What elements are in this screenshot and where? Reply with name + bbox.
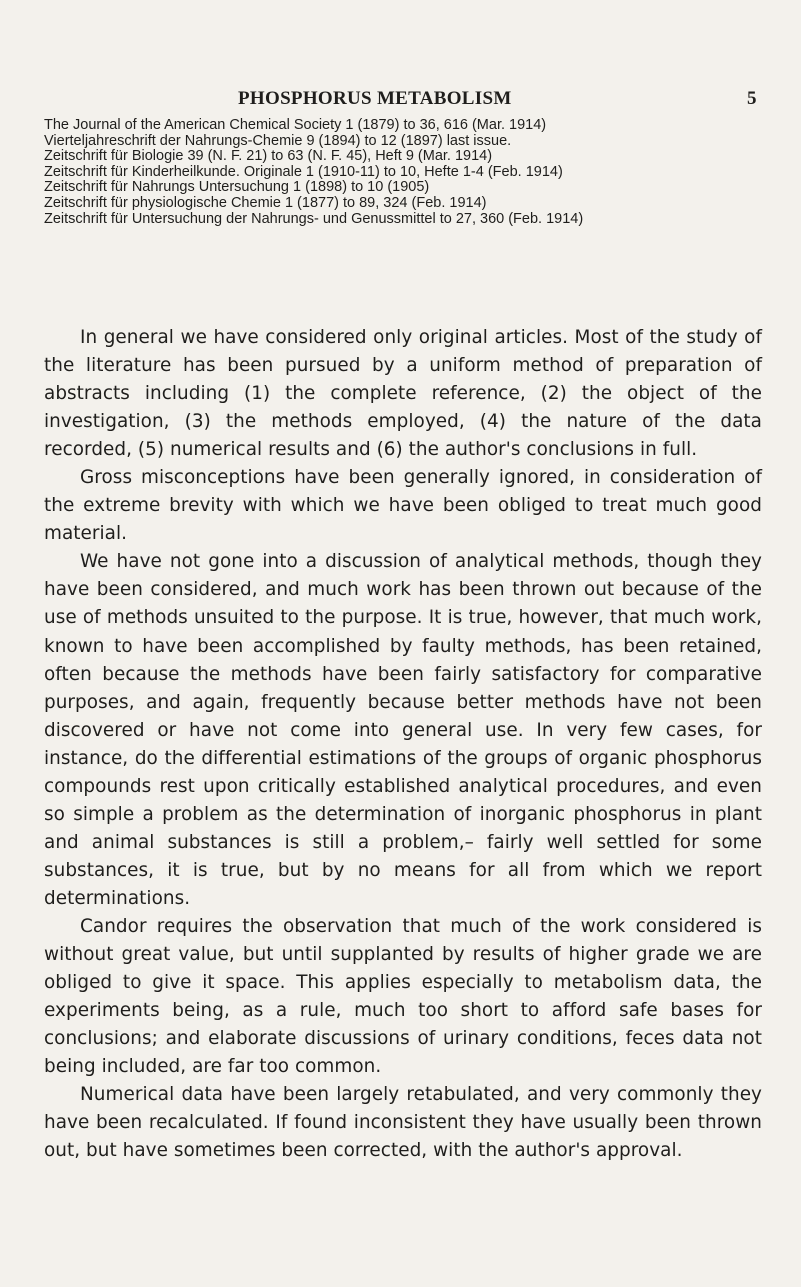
journal-entry: Zeitschrift für Untersuchung der Nahrungs- und Genussmittel to 27, 360 (Feb. 1914) xyxy=(44,210,584,227)
paragraph: We have not gone into a discussion of analytical methods, though they have been considered, and much work has been thrown out because of the use of methods unsuited to the purpose. It is true, however, that much work, known to have been accomplished by faulty methods, has been retained, often because the methods have been fairly satisfactory for comparative purposes, and again, frequently because better methods have not been discovered or have not come into general use. In very few cases, for instance, do the differential estimations of the groups of organic phosphorus compounds rest upon critically established analytical procedures, and even so simple a problem as the determination of inorganic phosphorus in plant and animal substances is still a problem,– fairly well settled for some substances, it is true, but by no means for all from which we report determinations. xyxy=(44,551,762,909)
page-number: 5 xyxy=(747,88,757,109)
body-text xyxy=(44,324,762,1165)
journal-list xyxy=(44,118,764,227)
journal-entry: Zeitschrift für Biologie 39 (N. F. 21) to 63 (N. F. 45), Heft 9 (Mar. 1914) xyxy=(44,148,493,165)
paragraph: Numerical data have been largely retabulated, and very commonly they have been recalculated. If found inconsistent they have usually been thrown out, but have sometimes been corrected, with the author's approval. xyxy=(44,1084,762,1162)
journal-entry: Zeitschrift für Kinderheilkunde. Originale 1 (1910-11) to 10, Hefte 1-4 (Feb. 1914) xyxy=(44,163,563,180)
page-header xyxy=(0,88,801,114)
journal-entry: Zeitschrift für Nahrungs Untersuchung 1 (1898) to 10 (1905) xyxy=(44,179,430,196)
journal-entry: Zeitschrift für physiologische Chemie 1 (1877) to 89, 324 (Feb. 1914) xyxy=(44,194,487,211)
paragraph: In general we have considered only original articles. Most of the study of the literature has been pursued by a uniform method of preparation of abstracts including (1) the complete reference, (2) the object of the investigation, (3) the methods employed, (4) the nature of the data recorded, (5) numerical results and (6) the author's conclusions in full. xyxy=(44,327,762,461)
running-title: PHOSPHORUS METABOLISM xyxy=(238,88,512,109)
paragraph: Gross misconceptions have been generally ignored, in consideration of the extreme brevity with which we have been obliged to treat much good material. xyxy=(44,467,762,545)
journal-entry: Vierteljahreschrift der Nahrungs-Chemie 9 (1894) to 12 (1897) last issue. xyxy=(44,132,512,149)
journal-entry: The Journal of the American Chemical Society 1 (1879) to 36, 616 (Mar. 1914) xyxy=(44,117,547,133)
paragraph: Candor requires the observation that much of the work considered is without great value, but until supplanted by results of higher grade we are obliged to give it space. This applies especially to metabolism data, the experiments being, as a rule, much too short to afford safe bases for conclusions; and elaborate discussions of urinary conditions, feces data not being included, are far too common. xyxy=(44,915,762,1078)
